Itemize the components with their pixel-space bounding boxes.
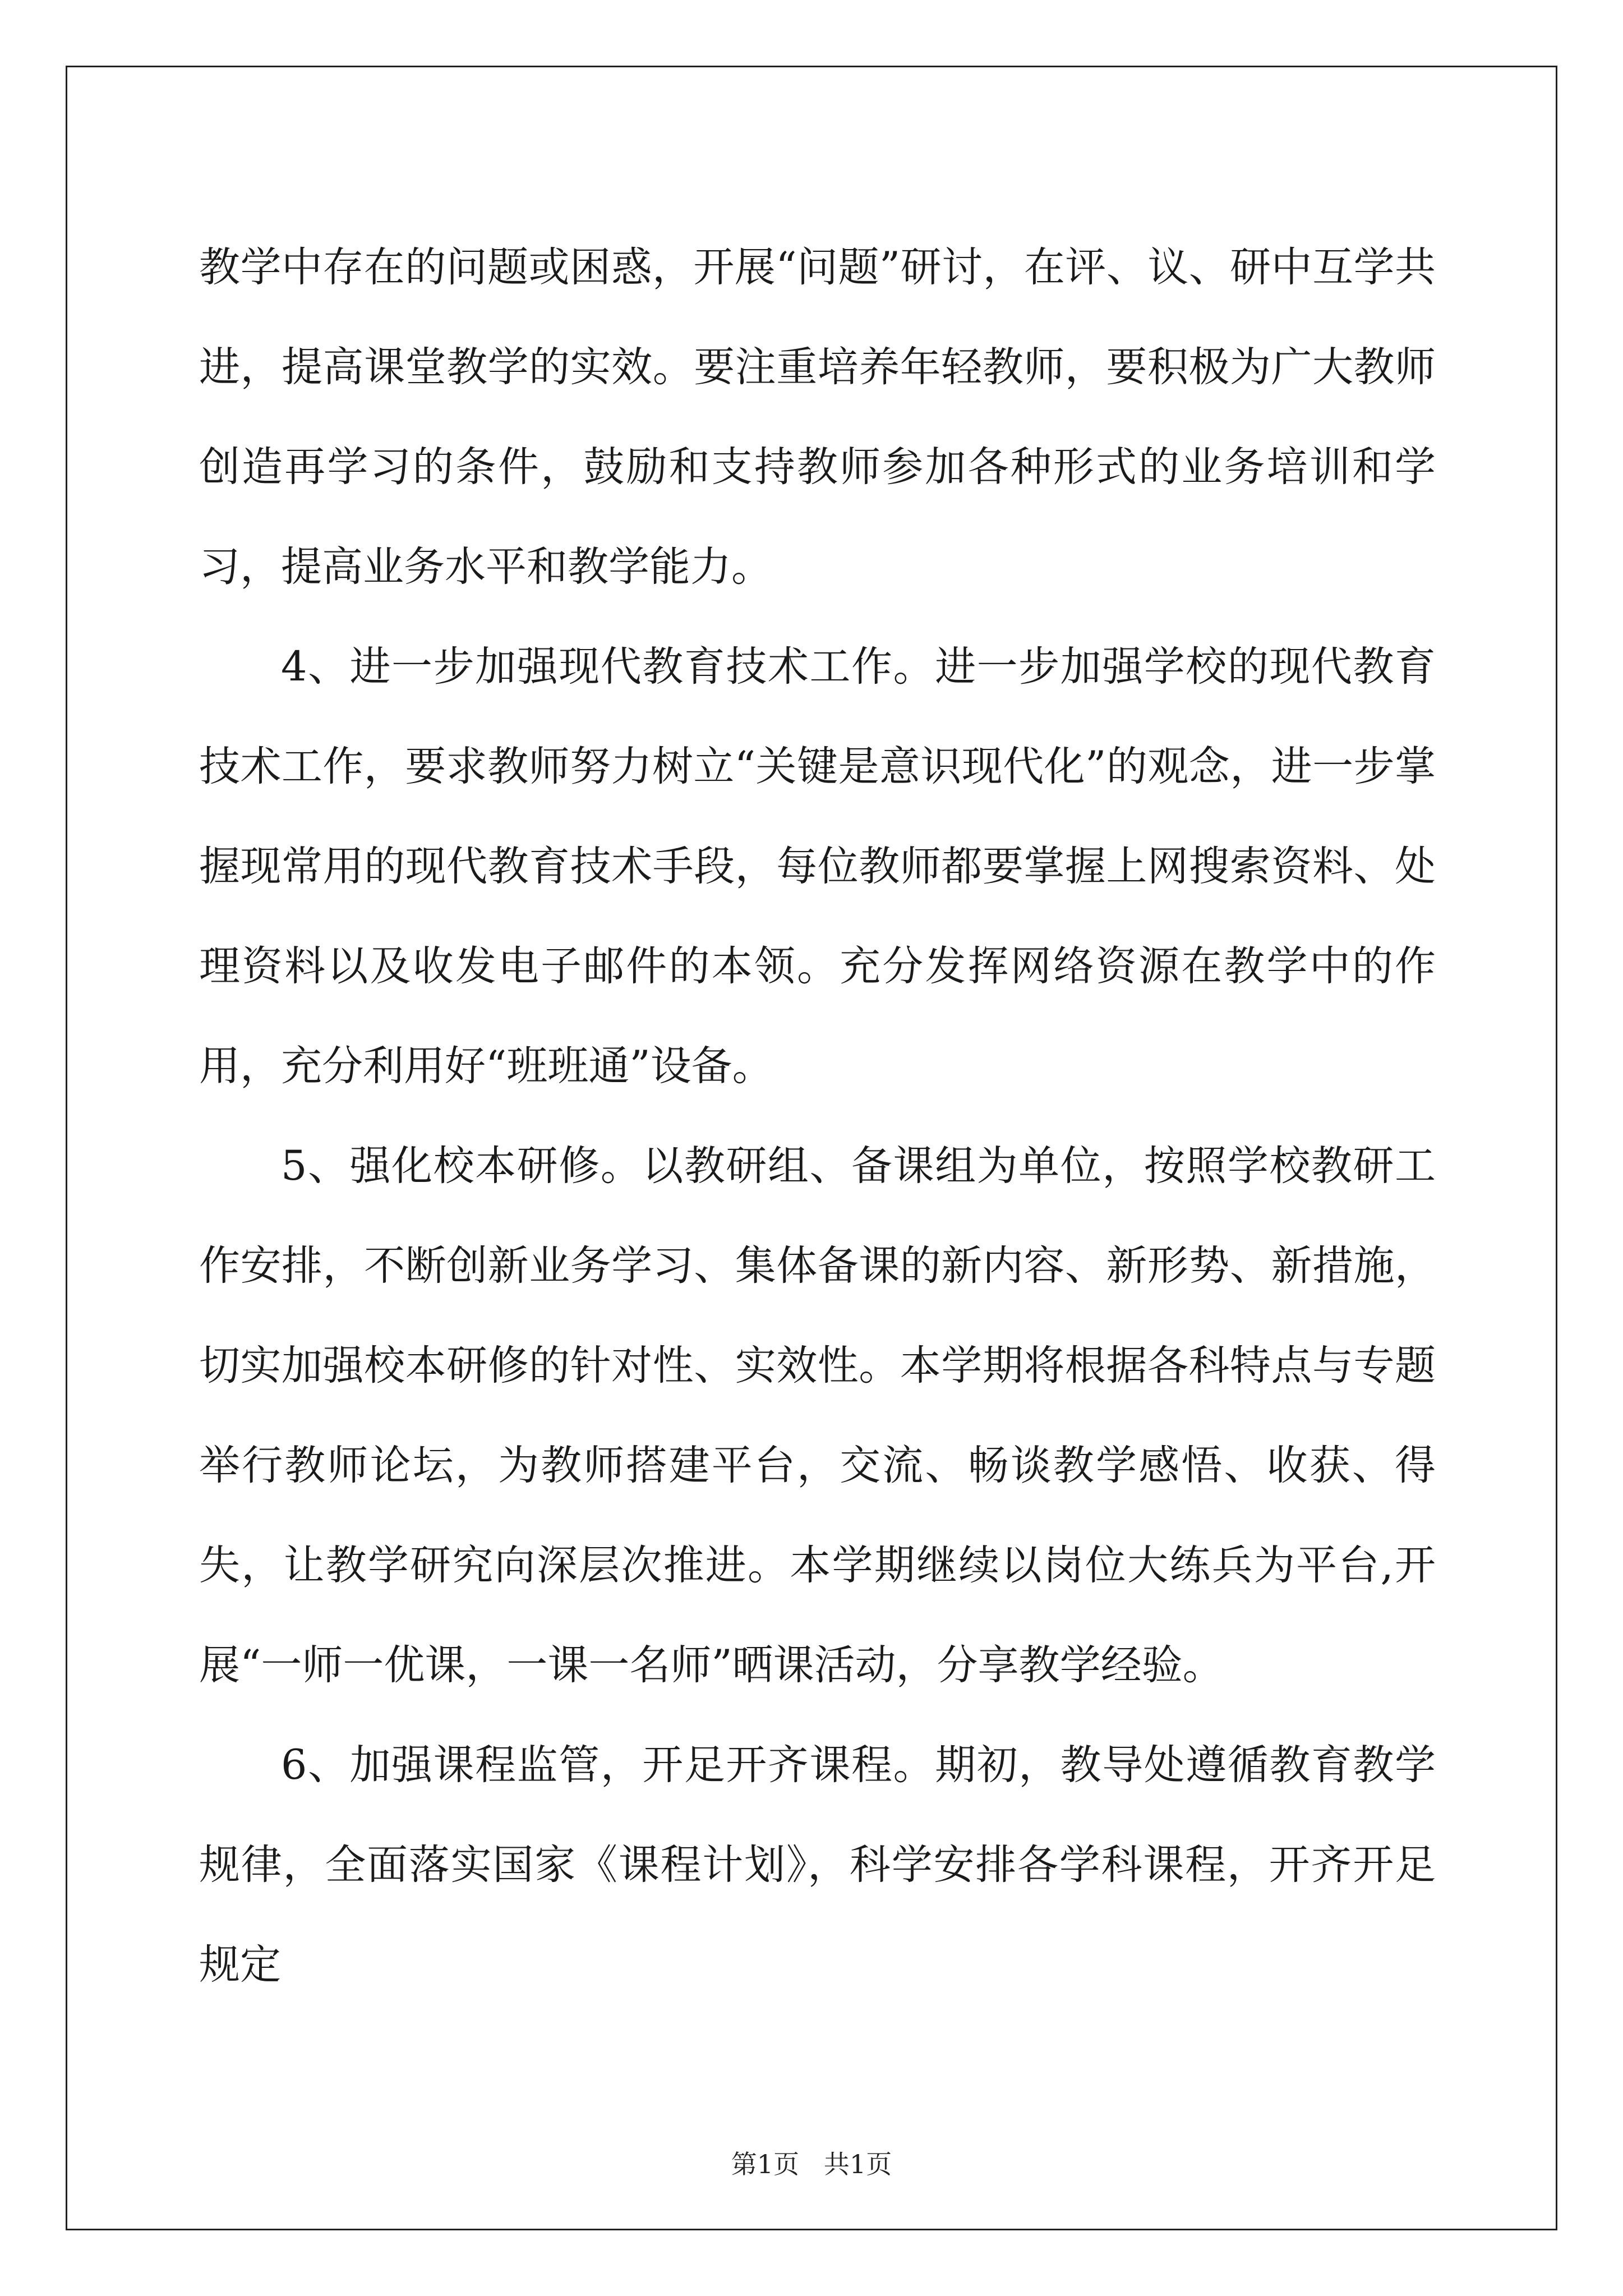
paragraph-2: 4、进一步加强现代教育技术工作。进一步加强学校的现代教育技术工作，要求教师努力树立“关键是意识现代化”的观念，进一步掌握现常用的现代教育技术手段，每位教师都要掌握上网搜索资料、处理资料以及收发电子邮件的本领。充分发挥网络资源在教学中的作用，充分利用好“班班通”设备。: [199, 643, 1436, 1090]
body-text: [199, 218, 1436, 2015]
page-footer: 第1页 共1页: [731, 2149, 892, 2179]
paragraph-1: 教学中存在的问题或困惑，开展“问题”研讨，在评、议、研中互学共进，提高课堂教学的实效。要注重培养年轻教师，要积极为广大教师创造再学习的条件，鼓励和支持教师参加各种形式的业务培训和学习，提高业务水平和教学能力。: [199, 243, 1436, 591]
paragraph-4: 6、加强课程监管，开足开齐课程。期初，教导处遵循教育教学规律，全面落实国家《课程计划》，科学安排各学科课程，开齐开足规定: [199, 1741, 1436, 1989]
paragraph-3: 5、强化校本研修。以教研组、备课组为单位，按照学校教研工作安排，不断创新业务学习、集体备课的新内容、新形势、新措施，切实加强校本研修的针对性、实效性。本学期将根据各科特点与专题举行教师论坛，为教师搭建平台，交流、畅谈教学感悟、收获、得失，让教学研究向深层次推进。本学期继续以岗位大练兵为平台,开展“一师一优课，一课一名师”晒课活动，分享教学经验。: [199, 1142, 1436, 1689]
